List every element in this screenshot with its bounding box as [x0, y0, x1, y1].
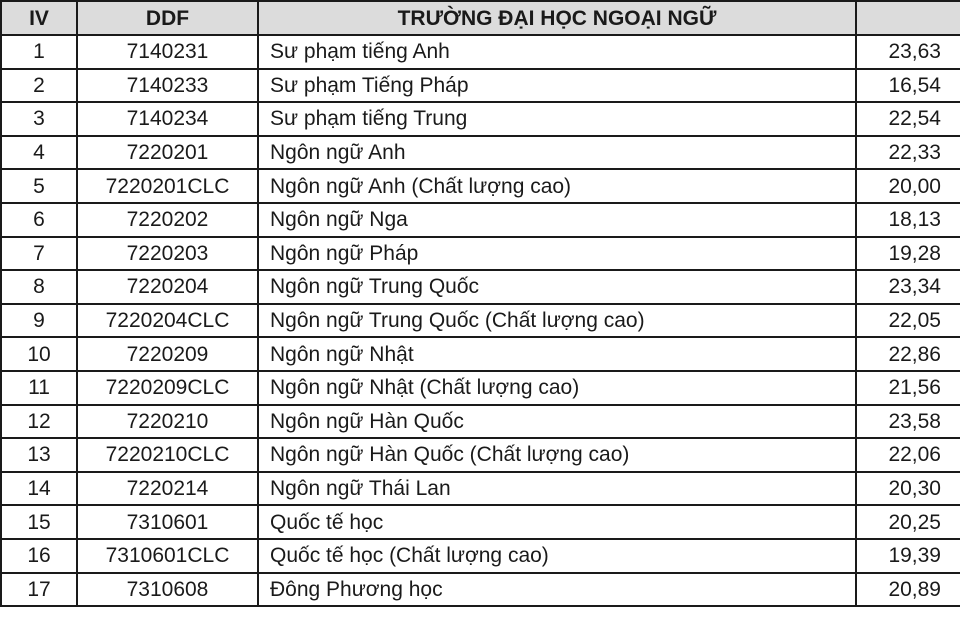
major-name: Ngôn ngữ Pháp	[258, 237, 856, 271]
table-row	[1, 304, 960, 338]
row-index: 15	[1, 505, 77, 539]
row-index: 6	[1, 203, 77, 237]
major-code: 7220201	[77, 136, 258, 170]
major-code: 7140233	[77, 69, 258, 103]
admission-score: 20,89	[856, 573, 960, 607]
row-index: 3	[1, 102, 77, 136]
table-row	[1, 405, 960, 439]
row-index: 9	[1, 304, 77, 338]
table-row	[1, 371, 960, 405]
admission-score: 22,06	[856, 438, 960, 472]
header-index: IV	[1, 1, 77, 35]
table-row	[1, 69, 960, 103]
table-body	[1, 35, 960, 606]
table-row	[1, 270, 960, 304]
header-code: DDF	[77, 1, 258, 35]
admission-score: 16,54	[856, 69, 960, 103]
major-code: 7220214	[77, 472, 258, 506]
table-row	[1, 203, 960, 237]
admission-score: 20,00	[856, 169, 960, 203]
admission-score: 22,33	[856, 136, 960, 170]
major-name: Ngôn ngữ Trung Quốc (Chất lượng cao)	[258, 304, 856, 338]
major-name: Ngôn ngữ Hàn Quốc	[258, 405, 856, 439]
admission-score: 19,39	[856, 539, 960, 573]
major-code: 7140234	[77, 102, 258, 136]
major-code: 7310608	[77, 573, 258, 607]
admission-score: 23,34	[856, 270, 960, 304]
major-name: Ngôn ngữ Nhật	[258, 337, 856, 371]
major-name: Ngôn ngữ Hàn Quốc (Chất lượng cao)	[258, 438, 856, 472]
major-code: 7220202	[77, 203, 258, 237]
table-row	[1, 539, 960, 573]
row-index: 13	[1, 438, 77, 472]
admission-score: 22,05	[856, 304, 960, 338]
table-row	[1, 505, 960, 539]
admission-score: 23,63	[856, 35, 960, 69]
major-code: 7220203	[77, 237, 258, 271]
table-row	[1, 169, 960, 203]
admission-score: 22,54	[856, 102, 960, 136]
row-index: 7	[1, 237, 77, 271]
major-name: Ngôn ngữ Anh	[258, 136, 856, 170]
row-index: 2	[1, 69, 77, 103]
major-code: 7220210CLC	[77, 438, 258, 472]
table-row	[1, 237, 960, 271]
table-header-row	[1, 1, 960, 35]
table-row	[1, 438, 960, 472]
major-code: 7220209CLC	[77, 371, 258, 405]
major-code: 7140231	[77, 35, 258, 69]
major-name: Ngôn ngữ Nga	[258, 203, 856, 237]
major-code: 7220209	[77, 337, 258, 371]
header-score	[856, 1, 960, 35]
major-name: Ngôn ngữ Trung Quốc	[258, 270, 856, 304]
major-name: Sư phạm Tiếng Pháp	[258, 69, 856, 103]
row-index: 12	[1, 405, 77, 439]
admission-score: 20,30	[856, 472, 960, 506]
admission-score: 18,13	[856, 203, 960, 237]
row-index: 14	[1, 472, 77, 506]
major-name: Quốc tế học (Chất lượng cao)	[258, 539, 856, 573]
table-row	[1, 472, 960, 506]
table-row	[1, 573, 960, 607]
row-index: 1	[1, 35, 77, 69]
table-row	[1, 102, 960, 136]
admission-score: 20,25	[856, 505, 960, 539]
major-name: Sư phạm tiếng Anh	[258, 35, 856, 69]
major-code: 7310601	[77, 505, 258, 539]
major-code: 7220204	[77, 270, 258, 304]
table-row	[1, 337, 960, 371]
admission-score: 19,28	[856, 237, 960, 271]
major-name: Sư phạm tiếng Trung	[258, 102, 856, 136]
header-university-title: TRƯỜNG ĐẠI HỌC NGOẠI NGỮ	[258, 1, 856, 35]
major-code: 7220210	[77, 405, 258, 439]
row-index: 16	[1, 539, 77, 573]
major-name: Ngôn ngữ Thái Lan	[258, 472, 856, 506]
row-index: 4	[1, 136, 77, 170]
major-name: Đông Phương học	[258, 573, 856, 607]
major-code: 7220201CLC	[77, 169, 258, 203]
admission-score: 22,86	[856, 337, 960, 371]
major-name: Ngôn ngữ Anh (Chất lượng cao)	[258, 169, 856, 203]
row-index: 10	[1, 337, 77, 371]
table-row	[1, 136, 960, 170]
major-code: 7310601CLC	[77, 539, 258, 573]
row-index: 5	[1, 169, 77, 203]
row-index: 8	[1, 270, 77, 304]
row-index: 17	[1, 573, 77, 607]
admission-score: 23,58	[856, 405, 960, 439]
major-name: Quốc tế học	[258, 505, 856, 539]
row-index: 11	[1, 371, 77, 405]
admission-score: 21,56	[856, 371, 960, 405]
major-name: Ngôn ngữ Nhật (Chất lượng cao)	[258, 371, 856, 405]
major-code: 7220204CLC	[77, 304, 258, 338]
table-row	[1, 35, 960, 69]
